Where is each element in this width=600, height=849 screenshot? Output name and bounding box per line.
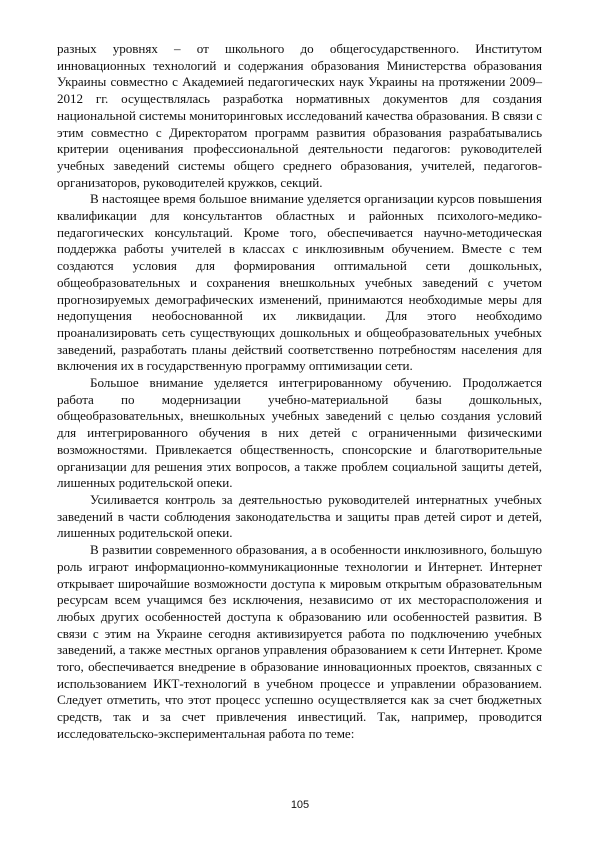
paragraph-ict-internet: В развитии современного образования, а в особенности инклюзивного, большую роль играют информационно-коммуникационные технологии и Интернет. Интернет открывает широчайшие возможности доступа к мировым открытым образовательным ресурсам всем учащимся без исключения, независимо от их месторасположения и любых других особенностей доступа к образованию или особенностей развития. В связи с этим на Украине сегодня активизируется работа по подключению учебных заведений, а также местных органов управления образованием к сети Интернет. Кроме того, обеспечивается внедрение в образование инновационных проектов, связанных с использованием ИКТ-технологий в учебном процессе и управлении образованием. Следует отметить, что этот процесс успешно осуществляется как за счет бюджетных средств, так и за счет привлечения инвестиций. Так, например, проводится исследовательско-экспериментальная работа по теме:	[57, 542, 542, 741]
paragraph-continuation: разных уровнях – от школьного до общегосударственного. Институтом инновационных технологий и содержания образования Министерства образования Украины совместно с Академией педагогических наук Украины на протяжении 2009–2012 гг. осуществлялась разработка нормативных документов для создания национальной системы мониторинговых исследований качества образования. В связи с этим совместно с Директоратом программ развития образования разрабатывались критерии оценивания профессиональной деятельности педагогов: руководителей учебных заведений системы общего среднего образования, учителей, педагогов-организаторов, руководителей кружков, секций.	[57, 41, 542, 190]
paragraph-integrated-learning: Большое внимание уделяется интегрированному обучению. Продолжается работа по модернизации учебно-материальной базы дошкольных, общеобразовательных, внешкольных учебных заведений с целью создания условий для интегрированного обучения в них детей с ограниченными физическими возможностями. Привлекается общественность, спонсорские и благотворительные организации для решения этих вопросов, а также проблем социальной защиты детей, лишенных родительской опеки.	[57, 375, 542, 491]
body-text	[57, 41, 542, 743]
paragraph-boarding-control: Усиливается контроль за деятельностью руководителей интернатных учебных заведений в части соблюдения законодательства и защиты прав детей сирот и детей, лишенных родительской опеки.	[57, 491, 542, 541]
paragraph-courses: В настоящее время большое внимание уделяется организации курсов повышения квалификации для консультантов областных и районных психолого-медико-педагогических консультаций. Кроме того, обеспечивается научно-методическая поддержка работы учителей в классах с инклюзивным обучением. Вместе с тем создаются условия для формирования оптимальной сети дошкольных, общеобразовательных и сохранения внешкольных учебных заведений с учетом прогнозируемых демографических изменений, принимаются необходимые меры для недопущения необоснованной их ликвидации. Для этого необходимо проанализировать сеть существующих дошкольных и общеобразовательных учебных заведений, разработать планы действий соответственно потребностям населения для включения их в государственную программу оптимизации сети.	[57, 191, 542, 374]
page-number: 105	[290, 799, 310, 811]
